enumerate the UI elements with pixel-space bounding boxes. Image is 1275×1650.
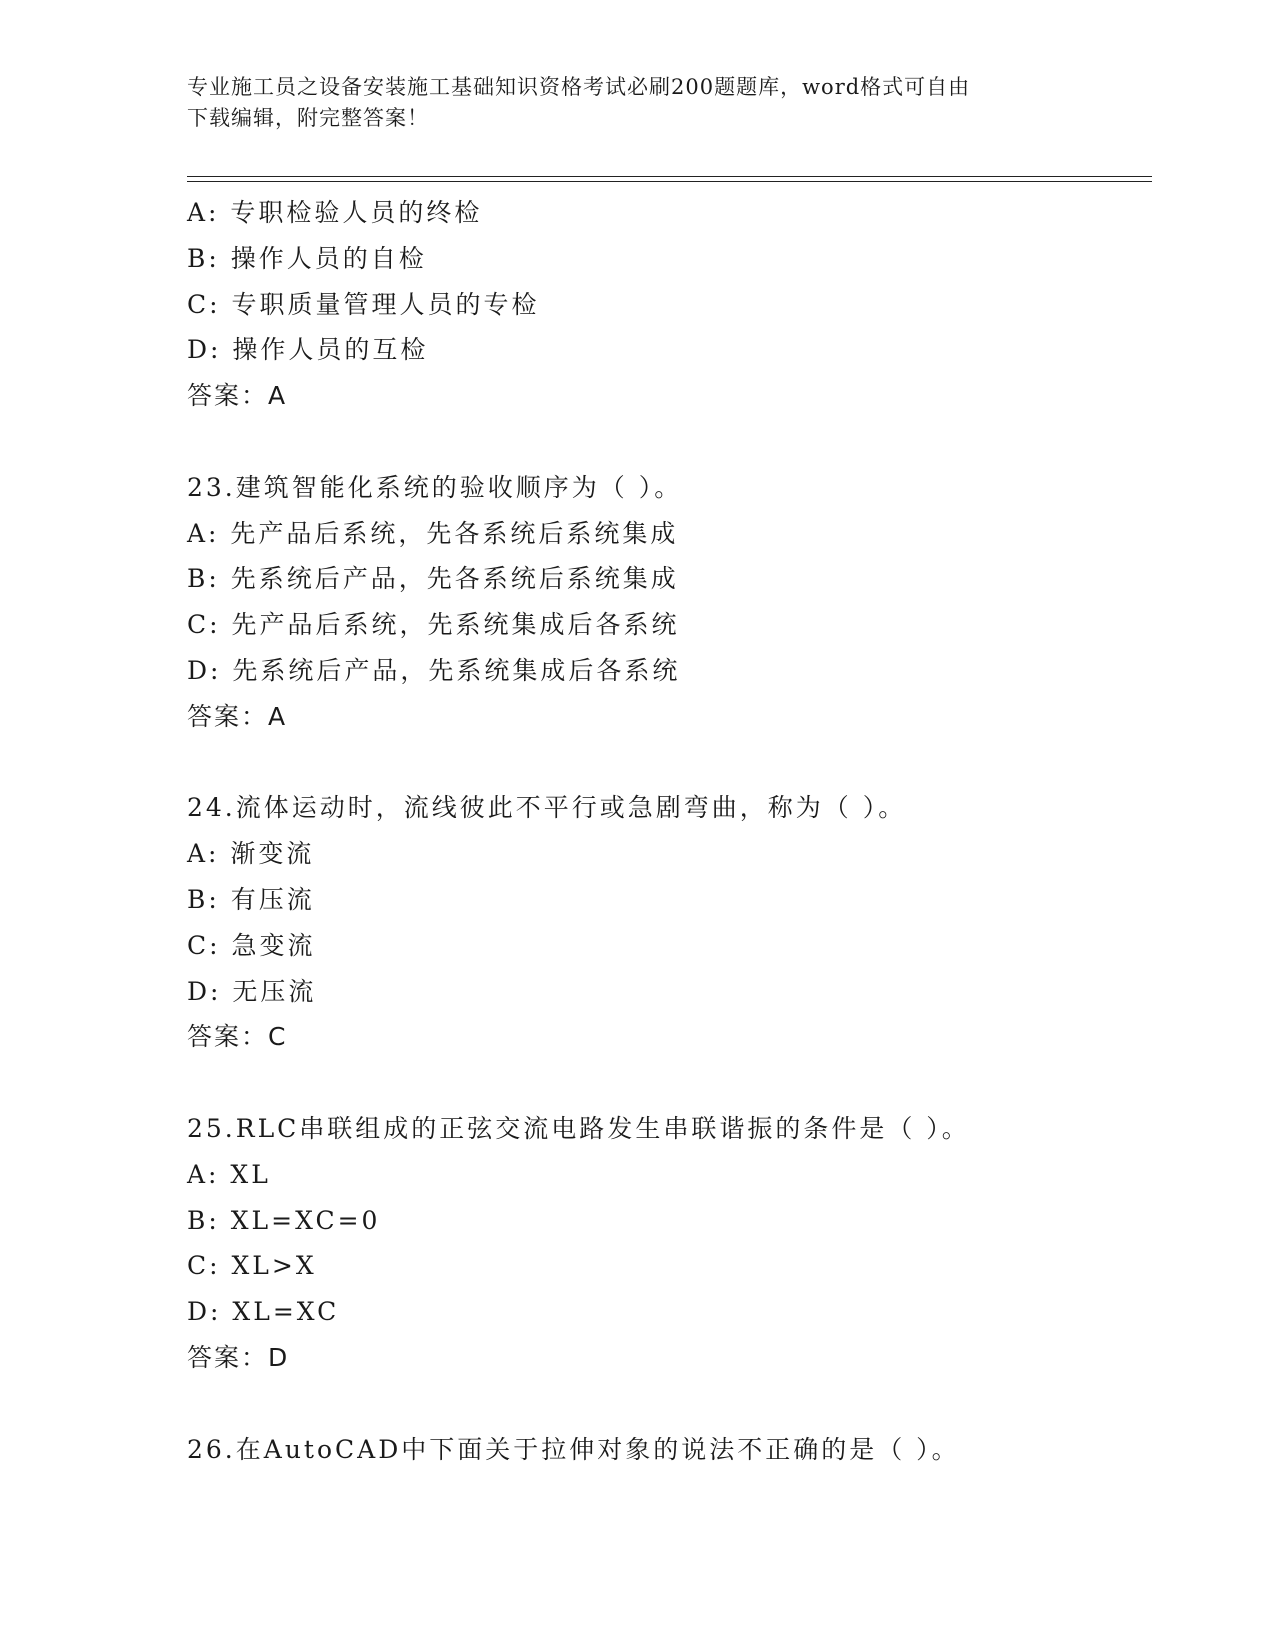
option-d: D: 操作人员的互检 bbox=[187, 335, 429, 365]
header-divider-top bbox=[187, 176, 1152, 177]
question-text: 23.建筑智能化系统的验收顺序为（ ）。 bbox=[187, 472, 683, 502]
option-a: A: XL bbox=[187, 1159, 271, 1189]
spacer bbox=[187, 1060, 1147, 1106]
spacer bbox=[187, 740, 1147, 786]
option-a: A: 专职检验人员的终检 bbox=[187, 198, 483, 227]
option-b: B: 有压流 bbox=[187, 884, 315, 914]
option-d: D: XL=XC bbox=[187, 1297, 340, 1327]
option-c: C: 先产品后系统，先系统集成后各系统 bbox=[187, 610, 680, 640]
spacer bbox=[187, 419, 1147, 465]
option-b: B: 先系统后产品，先各系统后系统集成 bbox=[187, 564, 679, 594]
option-d: D: 无压流 bbox=[187, 976, 317, 1006]
option-d: D: 先系统后产品，先系统集成后各系统 bbox=[187, 655, 681, 685]
option-b: B: 操作人员的自检 bbox=[187, 243, 427, 273]
question-list bbox=[187, 190, 1147, 1472]
question-block-25 bbox=[187, 1106, 1147, 1381]
question-text: 24.流体运动时，流线彼此不平行或急剧弯曲，称为（ ）。 bbox=[187, 793, 907, 823]
header-divider-bottom bbox=[187, 181, 1152, 182]
question-text: 26.在AutoCAD中下面关于拉伸对象的说法不正确的是（ ）。 bbox=[187, 1434, 960, 1464]
question-text: 25.RLC串联组成的正弦交流电路发生串联谐振的条件是（ ）。 bbox=[187, 1113, 970, 1143]
answer: 答案：A bbox=[187, 381, 288, 411]
header-line-2: 下载编辑，附完整答案！ bbox=[187, 106, 429, 130]
option-a: A: 渐变流 bbox=[187, 839, 315, 869]
option-a: A: 先产品后系统，先各系统后系统集成 bbox=[187, 518, 679, 548]
option-c: C: 专职质量管理人员的专检 bbox=[187, 289, 540, 319]
spacer bbox=[187, 1381, 1147, 1427]
question-block-23 bbox=[187, 465, 1147, 740]
answer: 答案：C bbox=[187, 1022, 288, 1052]
header-line-1: 专业施工员之设备安装施工基础知识资格考试必刷200题题库，word格式可自由 bbox=[187, 75, 971, 99]
answer: 答案：D bbox=[187, 1342, 290, 1372]
answer: 答案：A bbox=[187, 701, 288, 731]
option-b: B: XL=XC=0 bbox=[187, 1205, 381, 1235]
question-block-22 bbox=[187, 190, 1147, 419]
question-block-24 bbox=[187, 785, 1147, 1060]
option-c: C: XL>X bbox=[187, 1251, 317, 1281]
option-c: C: 急变流 bbox=[187, 930, 316, 960]
question-block-26 bbox=[187, 1427, 1147, 1473]
document-header bbox=[187, 72, 1087, 134]
